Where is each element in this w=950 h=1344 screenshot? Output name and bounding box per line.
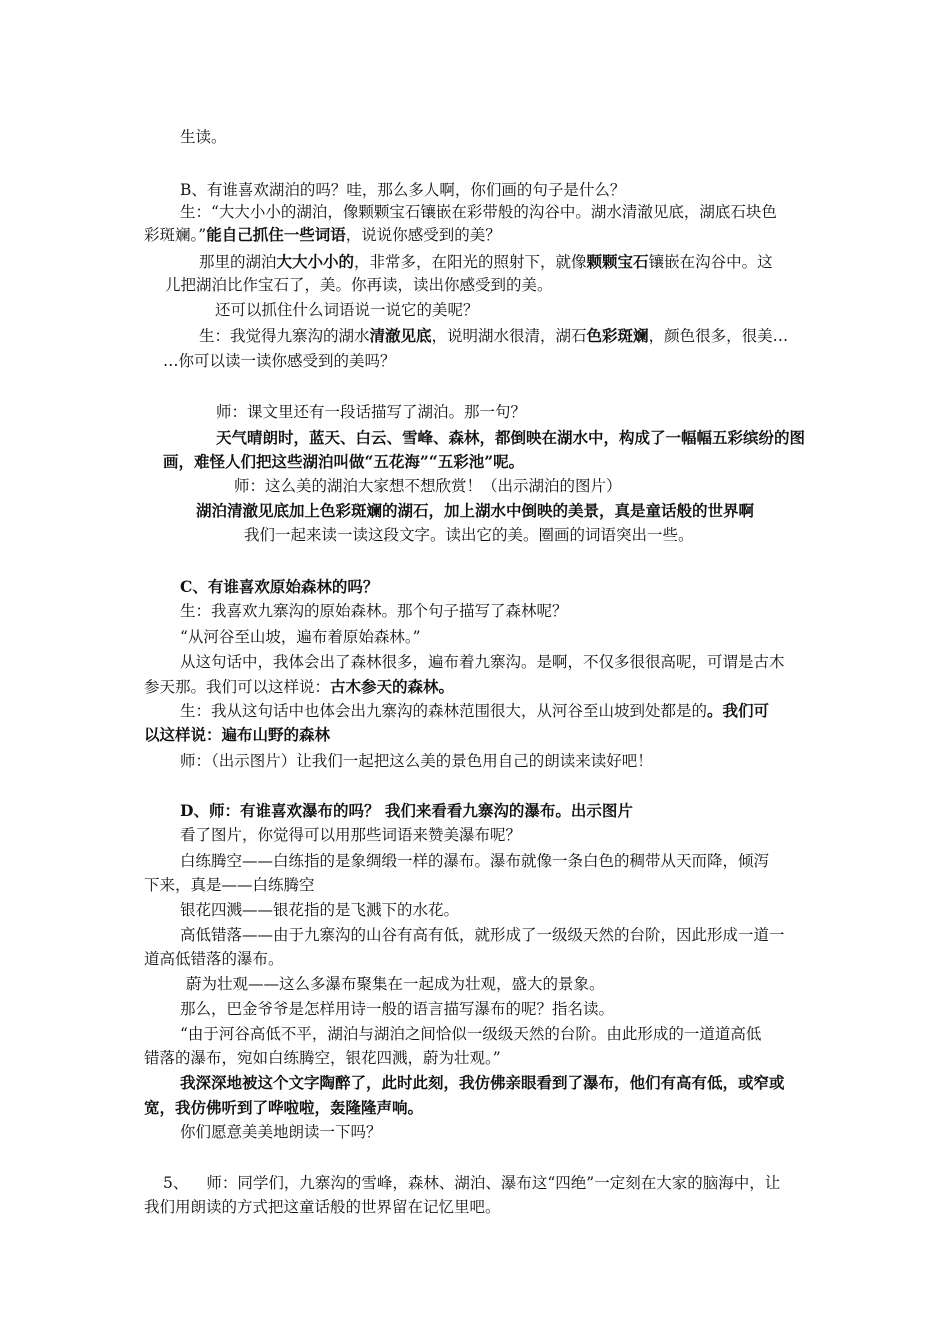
text-line: “从河谷至山坡，遍布着原始森林。”	[180, 628, 421, 646]
quote-line: 画，难怪人们把这些湖泊叫做“五花海”“五彩池”呢。	[163, 452, 525, 471]
section-d-heading: D、师：有谁喜欢瀑布的吗？ 我们来看看九寨沟的瀑布。出示图片	[180, 801, 633, 820]
text-line: “由于河谷高低不平，湖泊与湖泊之间恰似一级级天然的台阶。由此形成的一道道高低	[180, 1025, 762, 1043]
item-5-line: 5、 师：同学们，九寨沟的雪峰，森林、湖泊、瀑布这“四绝”一定刻在大家的脑海中，让	[163, 1174, 781, 1192]
text-line: 生：我觉得九寨沟的湖水清澈见底，说明湖水很清，湖石色彩斑斓，颜色很多，很美…	[199, 326, 789, 345]
section-c-heading: C、有谁喜欢原始森林的吗？	[180, 577, 379, 596]
text-line: 我们用朗读的方式把这童话般的世界留在记忆里吧。	[144, 1198, 501, 1216]
text-line: 道高低错落的瀑布。	[144, 950, 284, 968]
text-line: 从这句话中，我体会出了森林很多，遍布着九寨沟。是啊，不仅多很很高呢，可谓是古木	[180, 653, 785, 671]
text-line: 高低错落——由于九寨沟的山谷有高有低，就形成了一级级天然的台阶，因此形成一道一	[180, 926, 785, 944]
text-line: 我深深地被这个文字陶醉了，此时此刻，我仿佛亲眼看到了瀑布，他们有高有低，或窄或	[180, 1073, 785, 1092]
text-line: 生：“大大小小的湖泊，像颗颗宝石镶嵌在彩带般的沟谷中。湖水清澈见底，湖底石块色	[180, 203, 777, 221]
text-line: 我们一起来读一读这段文字。读出它的美。圈画的词语突出一些。	[244, 526, 694, 544]
text-line: 错落的瀑布，宛如白练腾空，银花四溅，蔚为壮观。”	[144, 1049, 501, 1067]
text-line: 下来，真是——白练腾空	[144, 876, 315, 894]
quote-line: 天气晴朗时，蓝天、白云、雪峰、森林，都倒映在湖水中，构成了一幅幅五彩缤纷的图	[216, 428, 806, 447]
text-line: 你们愿意美美地朗读一下吗？	[180, 1123, 382, 1141]
text-line: 蔚为壮观——这么多瀑布聚集在一起成为壮观，盛大的景象。	[186, 975, 605, 993]
text-line: …你可以读一读你感受到的美吗？	[163, 352, 396, 370]
text-line: 看了图片，你觉得可以用那些词语来赞美瀑布呢？	[180, 826, 522, 844]
text-line: 生：我喜欢九寨沟的原始森林。那个句子描写了森林呢？	[180, 602, 568, 620]
text-line: 还可以抓住什么词语说一说它的美呢？	[215, 301, 479, 319]
text-line: 师：（出示图片）让我们一起把这么美的景色用自己的朗读来读好吧！	[180, 752, 653, 770]
text-line: 师：这么美的湖泊大家想不想欣赏！（出示湖泊的图片）	[234, 477, 622, 495]
text-line: 银花四溅——银花指的是飞溅下的水花。	[180, 901, 460, 919]
text-line: 生：我从这句话中也体会出九寨沟的森林范围很大，从河谷至山坡到处都是的。我们可	[180, 701, 770, 720]
text-line: 师：课文里还有一段话描写了湖泊。那一句？	[216, 403, 527, 421]
text-line: 儿把湖泊比作宝石了，美。你再读，读出你感受到的美。	[165, 276, 553, 294]
quote-line: 湖泊清澈见底加上色彩斑斓的湖石，加上湖水中倒映的美景，真是童话般的世界啊	[196, 501, 755, 520]
text-line: 那里的湖泊大大小小的，非常多，在阳光的照射下，就像颗颗宝石镶嵌在沟谷中。这	[199, 252, 773, 271]
text-line: 彩斑斓。”能自己抓住一些词语，说说你感受到的美？	[144, 225, 501, 244]
text-line: 参天那。我们可以这样说：古木参天的森林。	[144, 677, 455, 696]
section-b-heading: B、有谁喜欢湖泊的吗？哇，那么多人啊，你们画的句子是什么？	[180, 181, 626, 199]
text-line: 那么，巴金爷爷是怎样用诗一般的语言描写瀑布的呢？指名读。	[180, 1000, 615, 1018]
text-line: 生读。	[180, 128, 227, 146]
text-line: 以这样说：遍布山野的森林	[144, 725, 331, 744]
text-line: 白练腾空——白练指的是象绸缎一样的瀑布。瀑布就像一条白色的稠带从天而降，倾泻	[180, 852, 770, 870]
text-line: 宽，我仿佛听到了哗啦啦，轰隆隆声响。	[144, 1098, 424, 1117]
